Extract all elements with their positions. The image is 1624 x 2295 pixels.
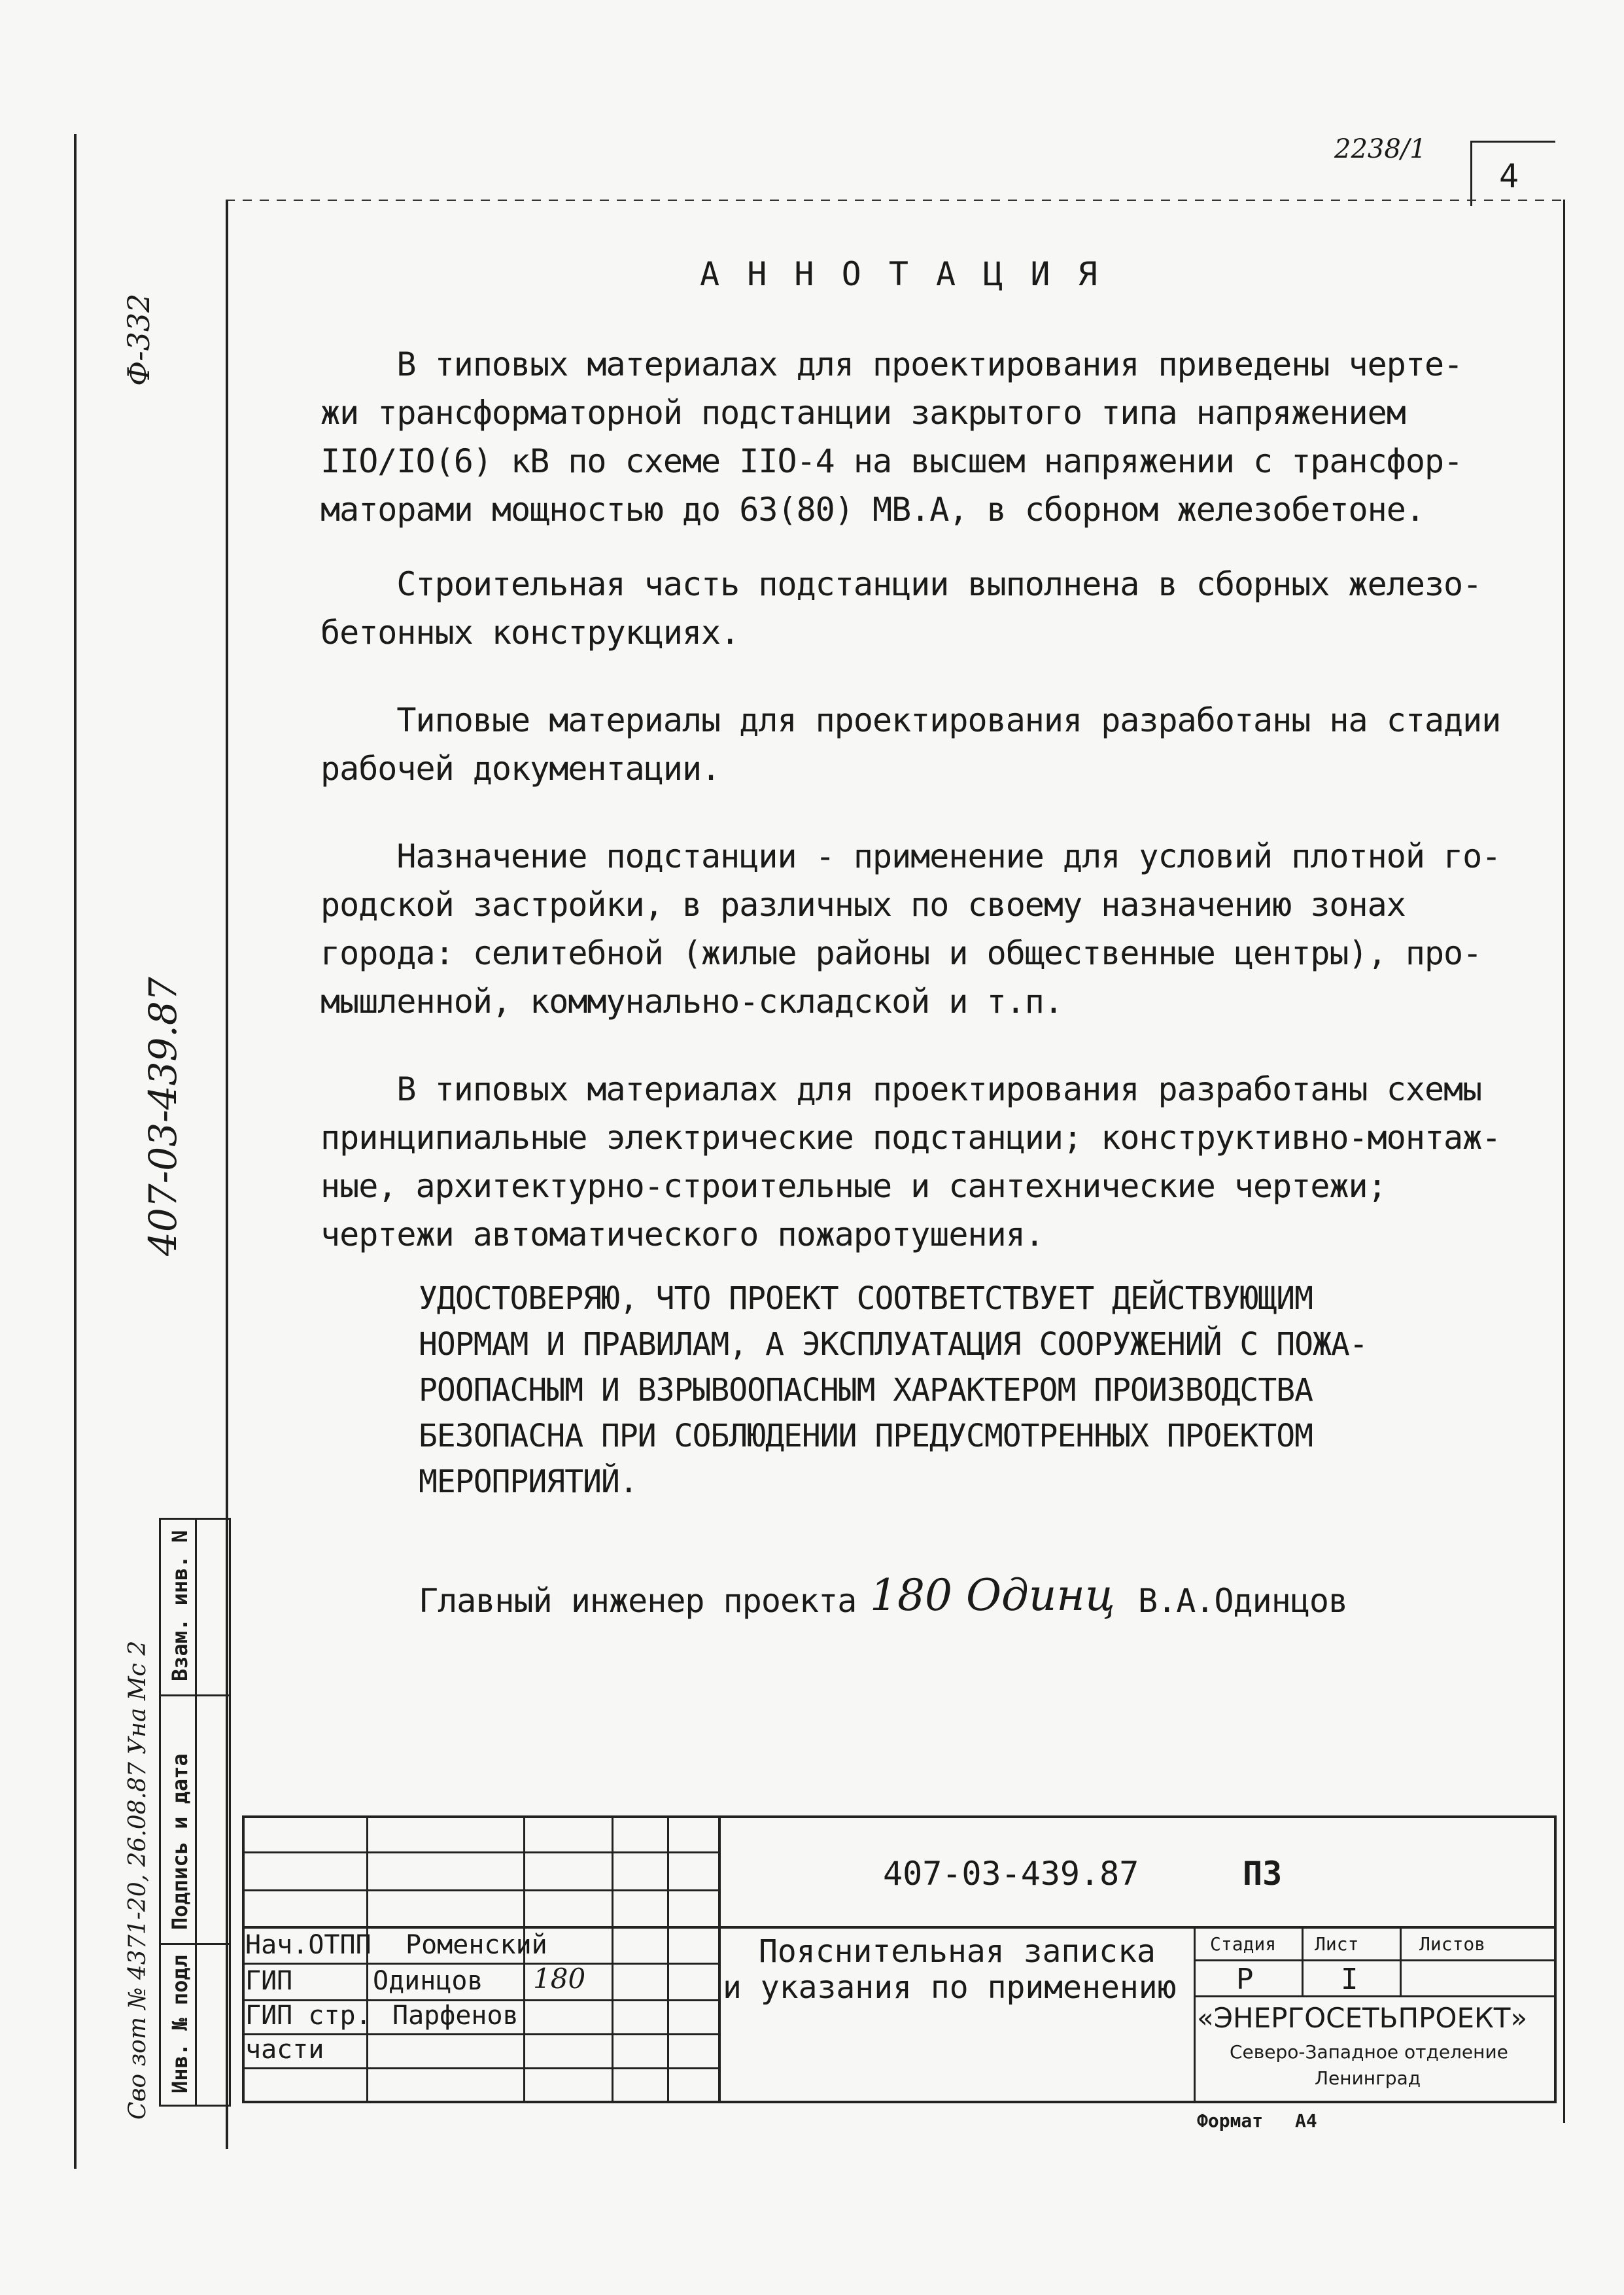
tb-vline [1302,1926,1304,1997]
paragraph-line: IIO/IO(6) кВ по схеме IIO-4 на высшем напряжении с трансфор- [320,442,1463,480]
sheet-value: I [1341,1963,1358,1996]
stage-value: Р [1236,1963,1254,1996]
side-stamp-hdiv2 [159,1943,231,1945]
paragraph-4 [320,832,1550,1026]
paragraph-line: Строительная часть подстанции выполнена в сборных железо- [320,565,1482,603]
paragraph-line: жи трансформаторной подстанции закрытого типа напряжением [320,394,1406,432]
doc-type: ПЗ [1243,1855,1283,1893]
paragraph-line: чертежи автоматического пожаротушения. [320,1216,1044,1253]
margin-code-top: Ф-332 [121,293,156,386]
header-dashed-line [226,200,1566,201]
org-city: Ленинград [1315,2067,1421,2089]
annotation-title: А Н Н О Т А Ц И Я [700,255,1101,293]
doc-code: 407-03-439.87 [883,1855,1139,1893]
sheet-label: Лист [1315,1933,1359,1955]
paragraph-line: мышленной, коммунально-складской и т.п. [320,983,1063,1021]
side-stamp-sign-label: Подпись и дата [167,1753,192,1930]
paragraph-line: ные, архитектурно-строительные и сантехнические чертежи; [320,1167,1387,1205]
doc-title-line2: и указания по применению [723,1969,1177,2006]
tb-hline [242,2067,719,2069]
certification-line: МЕРОПРИЯТИЙ. [419,1463,638,1500]
certification-line: БЕЗОПАСНА ПРИ СОБЛЮДЕНИИ ПРЕДУСМОТРЕННЫХ ПРОЕКТОМ [419,1418,1313,1454]
tb-hline [242,1851,719,1853]
paragraph-3 [320,696,1550,793]
paragraph-line: бетонных конструкциях. [320,614,740,652]
signature-mark: 180 Одинц [870,1570,1115,1621]
tb-hline [1194,1959,1557,1961]
paragraph-line: В типовых материалах для проектирования разработаны схемы [320,1070,1482,1108]
paragraph-line: города: селитебной (жилые районы и общественные центры), про- [320,934,1482,972]
name-2: Одинцов [373,1966,483,1996]
name-1: Роменский [406,1930,547,1960]
tb-vline [718,1815,721,2103]
sheets-label: Листов [1419,1933,1486,1955]
signature-label: Главный инженер проекта [419,1582,857,1620]
side-stamp-hdiv1 [159,1694,231,1696]
tb-vline [1194,1926,1196,2103]
side-stamp-vdiv [195,1518,197,2107]
format-value: А4 [1295,2110,1317,2131]
certification-line: РООПАСНЫМ И ВЗРЫВООПАСНЫМ ХАРАКТЕРОМ ПРОИЗВОДСТВА [419,1372,1313,1409]
paragraph-line: родской застройки, в различных по своему назначению зонах [320,886,1406,924]
page-number: 4 [1499,157,1519,195]
page-number-box-left [1470,141,1472,206]
certification-line: НОРМАМ И ПРАВИЛАМ, А ЭКСПЛУАТАЦИЯ СООРУЖЕНИЙ С ПОЖА- [419,1326,1368,1363]
role-1: Нач.ОТПП [245,1930,371,1960]
page-number-box-top [1470,141,1555,143]
role-4: части [245,2035,324,2065]
org-name: «ЭНЕРГОСЕТЬПРОЕКТ» [1197,2002,1528,2034]
paragraph-5 [320,1065,1550,1259]
paragraph-line: В типовых материалах для проектирования приведены черте- [320,345,1463,383]
org-branch: Северо-Западное отделение [1230,2041,1508,2063]
tb-vline [612,1815,613,2103]
paragraph-1 [320,340,1550,534]
side-stamp-inv-label: Инв. № подл [167,1955,192,2094]
role-3: ГИП стр. [245,2001,371,2031]
certification-line: УДОСТОВЕРЯЮ, ЧТО ПРОЕКТ СООТВЕТСТВУЕТ ДЕЙСТВУЮЩИМ [419,1280,1313,1317]
stage-label: Стадия [1210,1933,1277,1955]
paragraph-line: рабочей документации. [320,750,721,788]
tb-vline [667,1815,669,2103]
paragraph-line: Назначение подстанции - применение для условий плотной го- [320,837,1501,875]
archive-number: 2238/1 [1334,134,1426,164]
signature-name: В.А.Одинцов [1138,1582,1348,1620]
paragraph-line: принципиальные электрические подстанции; конструктивно-монтаж- [320,1119,1501,1157]
paragraph-line: маторами мощностью до 63(80) МВ.А, в сборном железобетоне. [320,491,1425,529]
tb-hline [242,1889,719,1891]
outer-margin-line [74,134,77,2169]
tb-hline [242,1926,1557,1929]
name-3: Парфенов [392,2001,519,2031]
role-2: ГИП [245,1966,293,1996]
tb-hline [242,1963,719,1965]
frame-right [1563,200,1565,2123]
margin-cert-note: Сво зот № 4371-20, 26.08.87 Уна Мс 2 [124,1640,151,2120]
format-label: Формат [1197,2110,1264,2131]
margin-code-middle: 407-03-439.87 [141,977,185,1256]
sig-mark-odintsov: 180 [533,1963,586,1995]
tb-vline [1400,1926,1402,1997]
paragraph-2 [320,560,1550,657]
certification-block [419,1276,1368,1505]
annotation-body [320,340,1550,1259]
paragraph-line: Типовые материалы для проектирования разработаны на стадии [320,701,1501,739]
side-stamp-replace-label: Взам. инв. N [167,1530,192,1681]
doc-title-line1: Пояснительная записка [759,1933,1156,1970]
